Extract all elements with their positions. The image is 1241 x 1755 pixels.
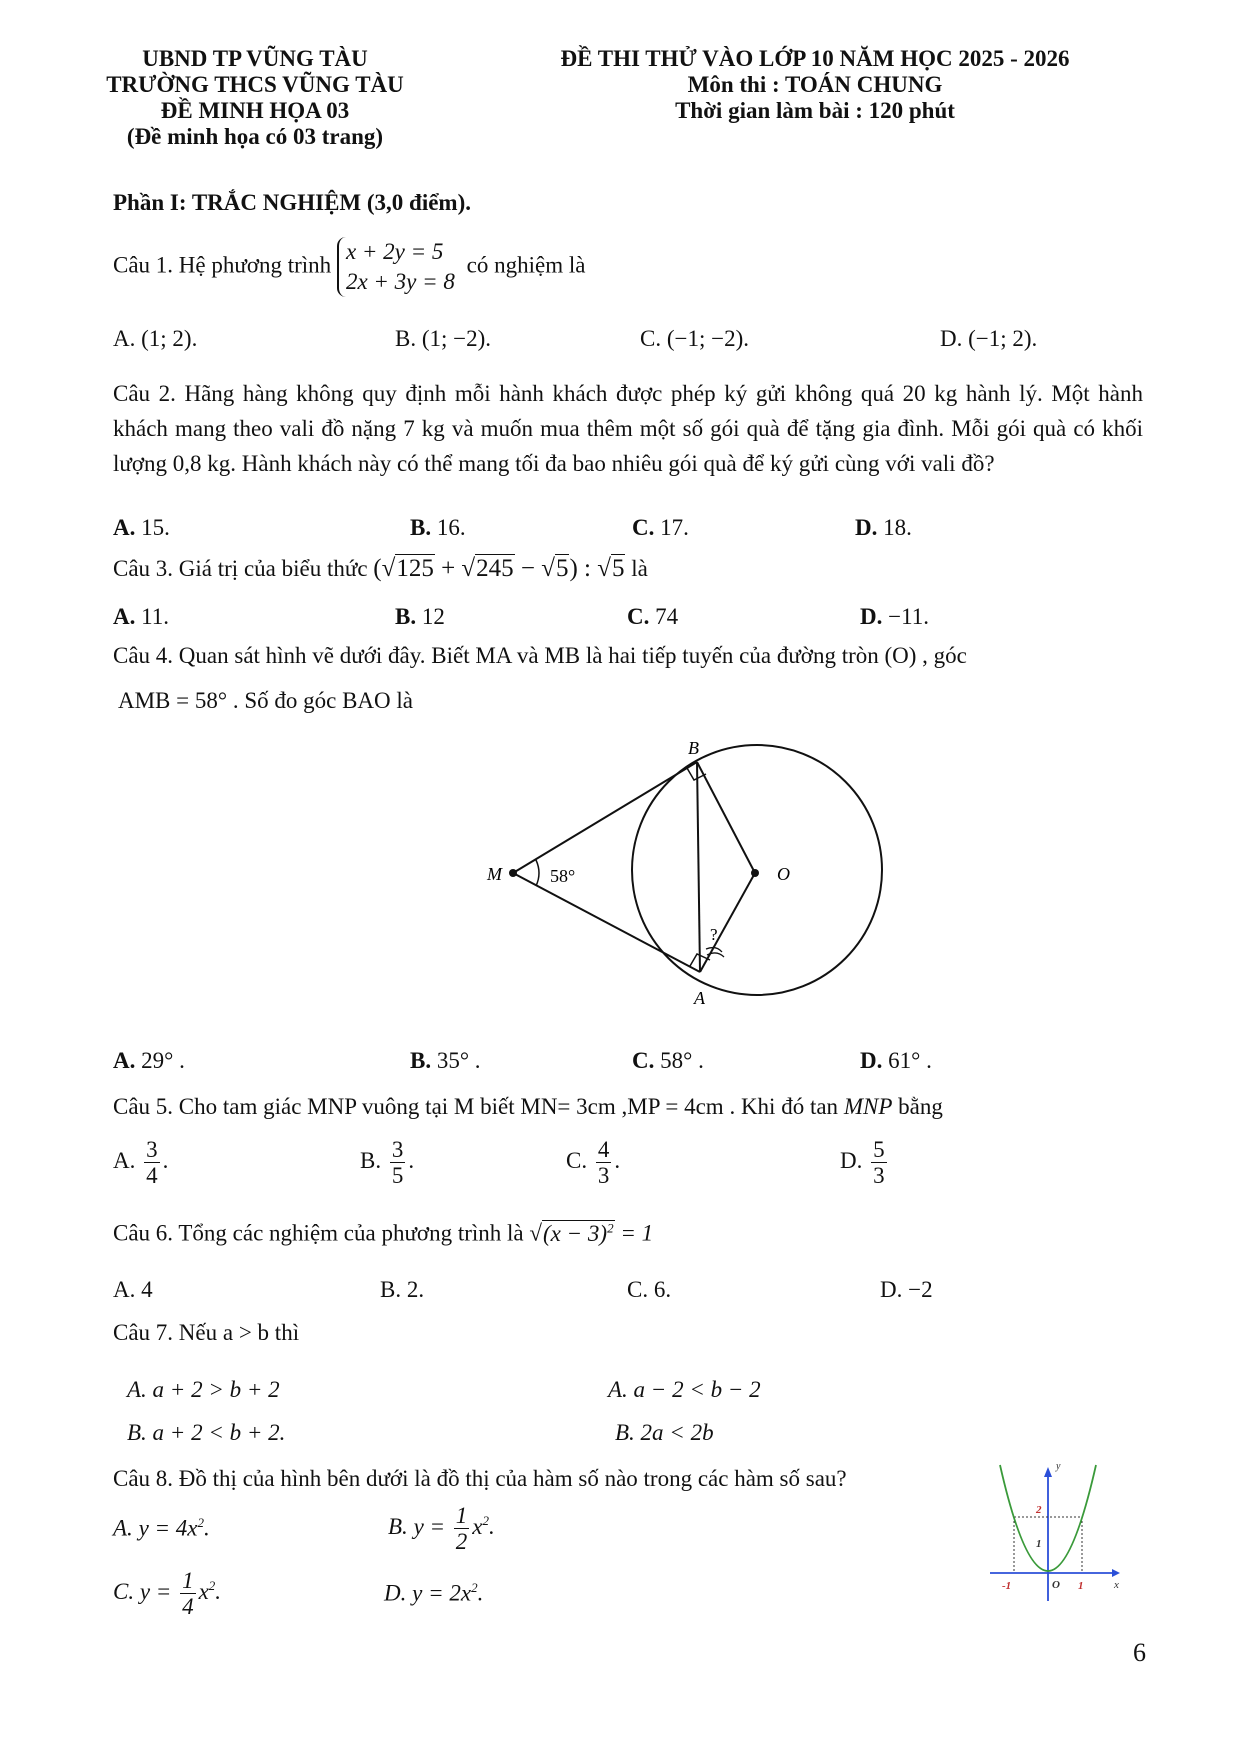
- q5-option-a: A. $\frac{3}{4}$ .: [113, 1137, 169, 1188]
- school-district: UBND TP VŨNG TÀU: [142, 46, 368, 71]
- angle-a-arc-1: [706, 948, 722, 952]
- q5-angle: MNP: [843, 1094, 893, 1119]
- q6-equation: $√(x - 3)^2 = 1$: [529, 1220, 654, 1246]
- y-label: y: [1056, 1461, 1061, 1472]
- q1-option-b: B. (1; −2).: [395, 326, 492, 351]
- tangent-circle-figure: [470, 740, 910, 1015]
- q1-option-d: D. (−1; 2).: [940, 326, 1038, 351]
- question-2: Câu 2. Hãng hàng không quy định mỗi hành khách được phép ký gửi không quá 20 kg hành lý. Một hành khách mang theo vali đồ nặng 7 kg và muốn mua thêm một số gói quà để tặng gia đình. Mỗi gói quà có khối lượng 0,8 kg. Hành khách này có thể mang tối đa bao nhiêu gói quà để ký gửi cùng với vali đồ?: [113, 381, 1143, 476]
- point-m: [509, 869, 517, 877]
- q3-option-a: A. 11.: [113, 604, 170, 629]
- q2-option-c: C. 17.: [632, 515, 689, 540]
- q8-option-b: B. y = $\frac{1}{2}$ $x^2$.: [388, 1503, 495, 1554]
- exam-duration: Thời gian làm bài : 120 phút: [675, 98, 955, 123]
- q1-prefix: Câu 1. Hệ phương trình: [113, 252, 332, 278]
- label-a: A: [694, 988, 705, 1008]
- tick-y2: 2: [1036, 1504, 1042, 1516]
- school-name: TRƯỜNG THCS VŨNG TÀU: [106, 72, 404, 97]
- q1-eq2: 2x + 3y = 8: [345, 269, 455, 294]
- section-title: Phần I: TRẮC NGHIỆM (3,0 điểm).: [113, 190, 472, 215]
- tangent-ma: [513, 873, 700, 972]
- q3-option-b: B. 12: [395, 604, 445, 629]
- x-label: x: [1114, 1579, 1119, 1591]
- q2-option-d: D. 18.: [855, 515, 912, 540]
- q1-suffix: có nghiệm là: [466, 252, 586, 278]
- q3-expression: (√125 + √245 − √5) : √5: [373, 555, 625, 582]
- label-b: B: [688, 740, 699, 758]
- angle-label: 58°: [550, 866, 576, 886]
- q4-option-c: C. 58° .: [632, 1048, 704, 1073]
- exam-title: ĐỀ THI THỬ VÀO LỚP 10 NĂM HỌC 2025 - 2026: [560, 46, 1070, 71]
- q5-option-d: D. $\frac{5}{3}$: [840, 1137, 885, 1188]
- q1-eq1: x + 2y = 5: [345, 239, 444, 264]
- q4-option-b: B. 35° .: [410, 1048, 481, 1073]
- radius-oa: [700, 873, 755, 972]
- q4-option-a: A. 29° .: [113, 1048, 185, 1073]
- q3-option-c: C. 74: [627, 604, 679, 629]
- question-4-line2: AMB = 58° . Số đo góc BAO là: [118, 688, 413, 713]
- q7-option-2: A. a − 2 < b − 2: [608, 1377, 761, 1402]
- exam-code: ĐỀ MINH HỌA 03: [160, 98, 350, 123]
- tangent-mb: [513, 762, 697, 873]
- q7-option-3: B. a + 2 < b + 2.: [127, 1420, 286, 1445]
- q8-option-a: A. $y = 4x^2$.: [113, 1515, 210, 1541]
- y-axis-arrow: [1044, 1467, 1052, 1477]
- page-number: 6: [1133, 1638, 1146, 1667]
- q6-option-d: D. −2: [880, 1277, 933, 1302]
- q3-option-d: D. −11.: [860, 604, 929, 629]
- q3-suffix: là: [631, 556, 648, 581]
- question-7: Câu 7. Nếu a > b thì: [113, 1320, 300, 1345]
- tick-y1: 1: [1036, 1538, 1042, 1550]
- header-left: [90, 46, 420, 150]
- q1-option-c: C. (−1; −2).: [640, 326, 749, 351]
- q6-option-a: A. 4: [113, 1277, 153, 1302]
- parabola-graph: [990, 1455, 1130, 1605]
- question-4-line1: Câu 4. Quan sát hình vẽ dưới đây. Biết MA và MB là hai tiếp tuyến của đường tròn (O) , góc: [113, 643, 967, 668]
- q3-prefix: Câu 3. Giá trị của biểu thức: [113, 556, 368, 581]
- chord-ab: [697, 762, 700, 972]
- question-1: [113, 237, 585, 297]
- q2-option-b: B. 16.: [410, 515, 466, 540]
- tick-x-neg1: -1: [1002, 1580, 1012, 1592]
- question-6: Câu 6. Tổng các nghiệm của phương trình là $√(x - 3)^2 = 1$: [113, 1220, 654, 1246]
- angle-m-arc: [536, 860, 539, 886]
- tick-x-pos1: 1: [1078, 1580, 1084, 1592]
- label-o: O: [777, 864, 790, 884]
- q6-option-b: B. 2.: [380, 1277, 425, 1302]
- radius-ob: [697, 762, 755, 873]
- unknown-angle-label: ?: [710, 925, 718, 944]
- q7-option-1: A. a + 2 > b + 2: [127, 1377, 280, 1402]
- q5-option-c: C. $\frac{4}{3}$ .: [566, 1137, 621, 1188]
- header-right: [470, 46, 1160, 124]
- q6-option-c: C. 6.: [627, 1277, 672, 1302]
- origin-label: O: [1052, 1579, 1060, 1591]
- q8-option-d: D. $y = 2x^2$.: [384, 1580, 484, 1606]
- question-3: [113, 555, 648, 583]
- q8-option-c: C. y = $\frac{1}{4}$ $x^2$.: [113, 1568, 222, 1619]
- exam-subject: Môn thi : TOÁN CHUNG: [687, 72, 943, 97]
- q2-option-a: A. 15.: [113, 515, 170, 540]
- q5-option-b: B. $\frac{3}{5}$ .: [360, 1137, 415, 1188]
- q7-option-4: B. 2a < 2b: [615, 1420, 714, 1445]
- q1-option-a: A. (1; 2).: [113, 326, 198, 351]
- question-5: Câu 5. Cho tam giác MNP vuông tại M biết MN= 3cm ,MP = 4cm . Khi đó tan MNP bằng: [113, 1094, 943, 1119]
- label-m: M: [487, 864, 502, 884]
- page-count-note: (Đề minh họa có 03 trang): [126, 124, 384, 149]
- question-8: Câu 8. Đồ thị của hình bên dưới là đồ thị của hàm số nào trong các hàm số sau?: [113, 1466, 847, 1491]
- q1-system: [337, 237, 455, 297]
- point-o: [751, 869, 759, 877]
- q4-option-d: D. 61° .: [860, 1048, 932, 1073]
- x-axis-arrow: [1112, 1569, 1120, 1577]
